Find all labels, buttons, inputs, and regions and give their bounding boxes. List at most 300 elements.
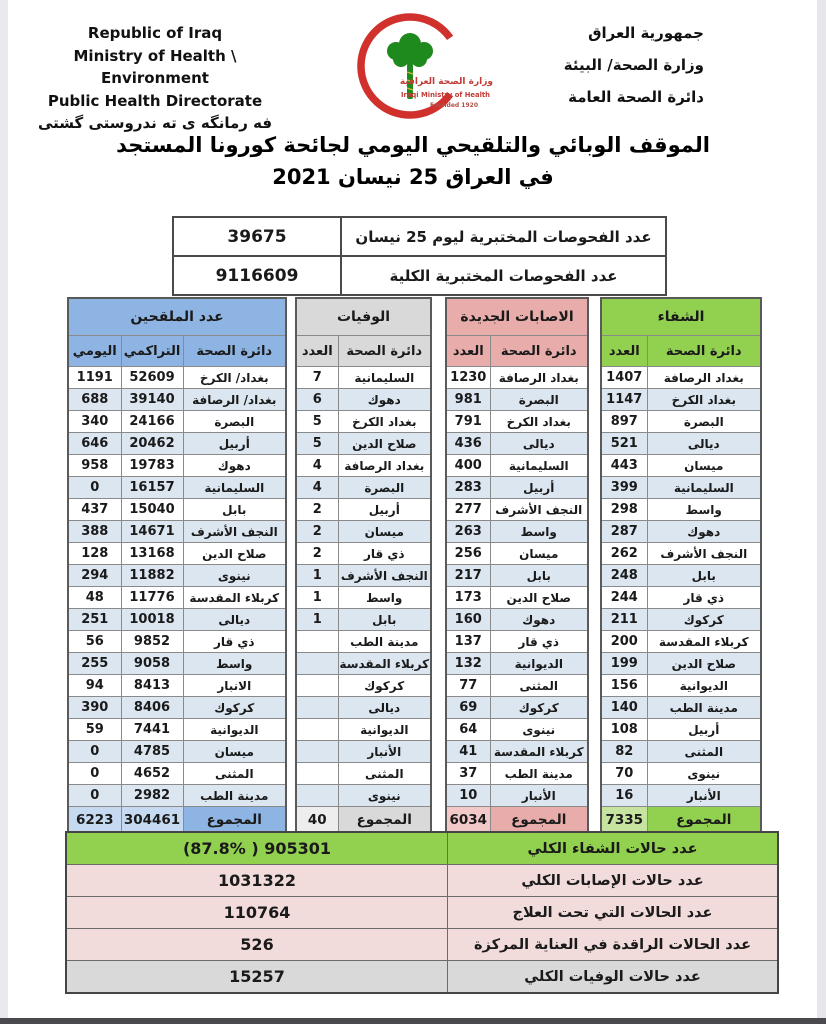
directorate-name-cell: بغداد/ الكرخ [183, 367, 286, 389]
directorate-name-cell: صلاح الدين [647, 653, 761, 675]
table-row [446, 587, 588, 609]
directorate-name-cell: الديوانية [183, 719, 286, 741]
value-cell [296, 763, 338, 785]
value-cell: 94 [68, 675, 121, 697]
directorate-name-cell: مدينة الطب [183, 785, 286, 807]
table-row [601, 719, 761, 741]
directorate-name-cell: أربيل [338, 499, 431, 521]
vaccinated-table-title: عدد الملقحين [68, 298, 286, 336]
table-row [296, 433, 431, 455]
total-value: 7335 [601, 807, 647, 835]
directorate-name-cell: ديالى [338, 697, 431, 719]
table-row [173, 217, 666, 256]
directorate-name-cell: بابل [183, 499, 286, 521]
table-row [601, 565, 761, 587]
table-row [296, 741, 431, 763]
table-row [601, 543, 761, 565]
table-row [296, 587, 431, 609]
table-row [68, 609, 286, 631]
page-title-line2: في العراق 25 نيسان 2021 [272, 164, 554, 189]
table-row [446, 521, 588, 543]
table-row [296, 653, 431, 675]
table-row [68, 565, 286, 587]
directorate-name-cell: بغداد الرصافة [647, 367, 761, 389]
directorate-name-cell: بغداد/ الرصافة [183, 389, 286, 411]
summary-value: 110764 [66, 897, 448, 929]
new-cases-table-title: الاصابات الجديدة [446, 298, 588, 336]
value-cell: 399 [601, 477, 647, 499]
directorate-name-cell: ديالى [183, 609, 286, 631]
directorate-name-cell: كربلاء المقدسة [647, 631, 761, 653]
table-row [601, 587, 761, 609]
total-label: المجموع [338, 807, 431, 835]
directorate-name-cell: دهوك [338, 389, 431, 411]
value-cell: 283 [446, 477, 490, 499]
vaccinated-table [67, 297, 287, 835]
value-cell: 1191 [68, 367, 121, 389]
directorate-name-cell: ديالى [490, 433, 588, 455]
directorate-name-cell: مدينة الطب [647, 697, 761, 719]
directorate-name-cell: نينوى [647, 763, 761, 785]
value-cell: 277 [446, 499, 490, 521]
value-cell: 6 [296, 389, 338, 411]
value-cell: 10 [446, 785, 490, 807]
table-total-row [446, 807, 588, 835]
tests-daily-label: عدد الفحوصات المختبرية ليوم 25 نيسان [341, 217, 666, 256]
value-cell: 11882 [121, 565, 183, 587]
value-cell: 255 [68, 653, 121, 675]
directorate-name-cell: بابل [338, 609, 431, 631]
directorate-name-cell: البصرة [490, 389, 588, 411]
recovery-table-title: الشفاء [601, 298, 761, 336]
directorate-name-cell: ميسان [490, 543, 588, 565]
directorate-name-cell: بغداد الكرخ [338, 411, 431, 433]
table-row [296, 675, 431, 697]
column-header: العدد [446, 336, 490, 367]
directorate-name-cell: البصرة [338, 477, 431, 499]
table-row [601, 477, 761, 499]
directorate-name-cell: الانبار [183, 675, 286, 697]
table-row [68, 763, 286, 785]
directorate-name-cell: مدينة الطب [490, 763, 588, 785]
value-cell: 160 [446, 609, 490, 631]
tests-daily-value: 39675 [173, 217, 341, 256]
directorate-name-cell: بغداد الرصافة [338, 455, 431, 477]
value-cell: 0 [68, 741, 121, 763]
value-cell: 8406 [121, 697, 183, 719]
value-cell: 263 [446, 521, 490, 543]
table-row [601, 675, 761, 697]
table-row [68, 455, 286, 477]
value-cell: 1 [296, 587, 338, 609]
table-row [446, 389, 588, 411]
directorate-name-cell: ذي قار [338, 543, 431, 565]
table-row [68, 587, 286, 609]
directorate-tables-area [0, 297, 826, 828]
table-row [296, 499, 431, 521]
table-row [601, 653, 761, 675]
lab-tests-table [172, 216, 667, 296]
directorate-name-cell: الديوانية [338, 719, 431, 741]
value-cell: 294 [68, 565, 121, 587]
table-row [68, 741, 286, 763]
value-cell: 400 [446, 455, 490, 477]
table-row [446, 433, 588, 455]
value-cell: 791 [446, 411, 490, 433]
directorate-name-cell: النجف الأشرف [490, 499, 588, 521]
value-cell: 4652 [121, 763, 183, 785]
table-row [601, 609, 761, 631]
summary-row-recovered [66, 832, 778, 865]
column-header: التراكمي [121, 336, 183, 367]
directorate-name-cell: ذي قار [647, 587, 761, 609]
table-row [601, 499, 761, 521]
directorate-name-cell: البصرة [647, 411, 761, 433]
table-header-row [446, 336, 588, 367]
table-title-row [68, 298, 286, 336]
value-cell: 137 [446, 631, 490, 653]
summary-value: (87.8% ) 905301 [66, 832, 448, 865]
column-header: دائرة الصحة [490, 336, 588, 367]
value-cell: 7 [296, 367, 338, 389]
value-cell: 298 [601, 499, 647, 521]
total-label: المجموع [183, 807, 286, 835]
directorate-name-cell: مدينة الطب [338, 631, 431, 653]
value-cell: 11776 [121, 587, 183, 609]
value-cell: 4785 [121, 741, 183, 763]
table-row [296, 367, 431, 389]
table-total-row [68, 807, 286, 835]
directorate-name-cell: ميسان [647, 455, 761, 477]
table-row [601, 367, 761, 389]
total-value: 40 [296, 807, 338, 835]
value-cell: 82 [601, 741, 647, 763]
table-row [446, 565, 588, 587]
table-row [446, 631, 588, 653]
value-cell: 200 [601, 631, 647, 653]
header-english-line2: Ministry of Health \ Environment [73, 46, 237, 87]
header-kurdish-line: فه رمانگه ى ته ندروستى گشتى [37, 114, 273, 132]
value-cell: 70 [601, 763, 647, 785]
directorate-name-cell: المثنى [183, 763, 286, 785]
value-cell: 59 [68, 719, 121, 741]
directorate-name-cell: المثنى [647, 741, 761, 763]
value-cell: 132 [446, 653, 490, 675]
value-cell: 688 [68, 389, 121, 411]
table-title-row [601, 298, 761, 336]
table-row [446, 499, 588, 521]
table-header-row [296, 336, 431, 367]
directorate-name-cell: صلاح الدين [338, 433, 431, 455]
directorate-name-cell: نينوى [490, 719, 588, 741]
directorate-name-cell: كركوك [183, 697, 286, 719]
deaths-table [295, 297, 432, 835]
table-row [296, 609, 431, 631]
value-cell: 5 [296, 433, 338, 455]
value-cell: 2982 [121, 785, 183, 807]
table-row [68, 411, 286, 433]
value-cell: 0 [68, 763, 121, 785]
value-cell: 211 [601, 609, 647, 631]
value-cell: 1230 [446, 367, 490, 389]
deaths-table-title: الوفيات [296, 298, 431, 336]
directorate-name-cell: ميسان [183, 741, 286, 763]
column-header: دائرة الصحة [338, 336, 431, 367]
table-row [68, 433, 286, 455]
value-cell [296, 697, 338, 719]
value-cell: 19783 [121, 455, 183, 477]
value-cell: 4 [296, 455, 338, 477]
directorate-name-cell: كربلاء المقدسة [183, 587, 286, 609]
table-row [446, 675, 588, 697]
summary-value: 15257 [66, 961, 448, 994]
value-cell: 897 [601, 411, 647, 433]
directorate-name-cell: واسط [490, 521, 588, 543]
table-row [173, 256, 666, 295]
table-row [296, 411, 431, 433]
table-row [446, 411, 588, 433]
summary-row-under-treatment [66, 897, 778, 929]
header-english-line3: Public Health Directorate [47, 91, 263, 110]
directorate-name-cell: الأنبار [490, 785, 588, 807]
directorate-name-cell: ذي قار [183, 631, 286, 653]
directorate-name-cell: السليمانية [338, 367, 431, 389]
value-cell: 251 [68, 609, 121, 631]
value-cell: 20462 [121, 433, 183, 455]
table-title-row [446, 298, 588, 336]
value-cell: 173 [446, 587, 490, 609]
directorate-name-cell: كركوك [490, 697, 588, 719]
summary-label: عدد حالات الوفيات الكلي [448, 961, 779, 994]
value-cell: 1 [296, 609, 338, 631]
value-cell: 217 [446, 565, 490, 587]
directorate-name-cell: واسط [183, 653, 286, 675]
directorate-name-cell: بابل [490, 565, 588, 587]
directorate-name-cell: واسط [647, 499, 761, 521]
tests-total-label: عدد الفحوصات المختبرية الكلية [341, 256, 666, 295]
table-row [446, 697, 588, 719]
value-cell: 16 [601, 785, 647, 807]
value-cell: 10018 [121, 609, 183, 631]
value-cell [296, 719, 338, 741]
table-row [68, 389, 286, 411]
value-cell: 199 [601, 653, 647, 675]
directorate-name-cell: البصرة [183, 411, 286, 433]
value-cell: 69 [446, 697, 490, 719]
table-row [68, 653, 286, 675]
directorate-name-cell: المثنى [338, 763, 431, 785]
value-cell: 244 [601, 587, 647, 609]
table-row [68, 521, 286, 543]
summary-label: عدد حالات الإصابات الكلي [448, 865, 779, 897]
value-cell: 287 [601, 521, 647, 543]
svg-text:وزارة الصحة العراقية: وزارة الصحة العراقية [399, 77, 493, 87]
value-cell [296, 631, 338, 653]
value-cell: 5 [296, 411, 338, 433]
directorate-name-cell: ميسان [338, 521, 431, 543]
value-cell: 128 [68, 543, 121, 565]
page-title-line1: الموقف الوبائي والتلقيحي اليومي لجائحة كورونا المستجد [116, 133, 710, 157]
value-cell: 0 [68, 477, 121, 499]
table-total-row [601, 807, 761, 835]
directorate-name-cell: بغداد الكرخ [490, 411, 588, 433]
value-cell: 2 [296, 521, 338, 543]
value-cell: 981 [446, 389, 490, 411]
header-arabic-block [484, 24, 704, 120]
table-row [296, 389, 431, 411]
value-cell: 15040 [121, 499, 183, 521]
header-arabic-line2: وزارة الصحة/ البيئة [563, 56, 704, 74]
table-row [68, 675, 286, 697]
value-cell: 48 [68, 587, 121, 609]
value-cell: 388 [68, 521, 121, 543]
value-cell: 1407 [601, 367, 647, 389]
directorate-name-cell: أربيل [647, 719, 761, 741]
table-row [296, 785, 431, 807]
value-cell [296, 785, 338, 807]
tests-total-value: 9116609 [173, 256, 341, 295]
column-header: اليومي [68, 336, 121, 367]
column-header: العدد [601, 336, 647, 367]
summary-row-icu [66, 929, 778, 961]
directorate-name-cell: الأنبار [338, 741, 431, 763]
directorate-name-cell: كربلاء المقدسة [490, 741, 588, 763]
table-row [446, 653, 588, 675]
value-cell: 39140 [121, 389, 183, 411]
value-cell: 56 [68, 631, 121, 653]
summary-table [65, 831, 779, 994]
directorate-name-cell: السليمانية [647, 477, 761, 499]
table-header-row [601, 336, 761, 367]
value-cell: 9058 [121, 653, 183, 675]
header-arabic-line3: دائرة الصحة العامة [568, 88, 704, 106]
directorate-name-cell: نينوى [183, 565, 286, 587]
table-row [296, 697, 431, 719]
summary-row-total-deaths [66, 961, 778, 994]
summary-value: 1031322 [66, 865, 448, 897]
table-row [68, 367, 286, 389]
value-cell: 256 [446, 543, 490, 565]
value-cell: 64 [446, 719, 490, 741]
value-cell: 1 [296, 565, 338, 587]
directorate-name-cell: السليمانية [183, 477, 286, 499]
table-total-row [296, 807, 431, 835]
table-row [446, 477, 588, 499]
table-row [446, 741, 588, 763]
value-cell: 16157 [121, 477, 183, 499]
table-row [446, 543, 588, 565]
table-row [446, 785, 588, 807]
directorate-name-cell: ذي قار [490, 631, 588, 653]
directorate-name-cell: النجف الأشرف [647, 543, 761, 565]
value-cell: 4 [296, 477, 338, 499]
table-row [601, 521, 761, 543]
header-english-line1: Republic of Iraq [87, 24, 223, 42]
directorate-name-cell: النجف الأشرف [338, 565, 431, 587]
value-cell: 77 [446, 675, 490, 697]
svg-text:Founded 1920: Founded 1920 [430, 102, 478, 109]
directorate-name-cell: الديوانية [647, 675, 761, 697]
table-row [446, 609, 588, 631]
summary-label: عدد حالات الشفاء الكلي [448, 832, 779, 865]
directorate-name-cell: كركوك [338, 675, 431, 697]
table-row [601, 763, 761, 785]
value-cell: 37 [446, 763, 490, 785]
table-row [601, 433, 761, 455]
total-cumulative-value: 304461 [121, 807, 183, 835]
value-cell: 156 [601, 675, 647, 697]
value-cell: 521 [601, 433, 647, 455]
directorate-name-cell: دهوك [183, 455, 286, 477]
value-cell: 52609 [121, 367, 183, 389]
directorate-name-cell: بابل [647, 565, 761, 587]
directorate-name-cell: أربيل [183, 433, 286, 455]
table-row [68, 697, 286, 719]
table-row [296, 631, 431, 653]
total-daily-value: 6223 [68, 807, 121, 835]
value-cell [296, 675, 338, 697]
table-row [446, 719, 588, 741]
table-row [296, 565, 431, 587]
header-english-block [22, 22, 288, 135]
value-cell: 9852 [121, 631, 183, 653]
directorate-name-cell: نينوى [338, 785, 431, 807]
table-row [601, 697, 761, 719]
directorate-name-cell: الأنبار [647, 785, 761, 807]
table-row [296, 719, 431, 741]
value-cell: 13168 [121, 543, 183, 565]
table-row [601, 631, 761, 653]
table-header-row [68, 336, 286, 367]
directorate-name-cell: دهوك [647, 521, 761, 543]
value-cell: 262 [601, 543, 647, 565]
value-cell: 436 [446, 433, 490, 455]
total-label: المجموع [647, 807, 761, 835]
total-label: المجموع [490, 807, 588, 835]
table-row [68, 631, 286, 653]
value-cell: 7441 [121, 719, 183, 741]
directorate-name-cell: كركوك [647, 609, 761, 631]
value-cell: 1147 [601, 389, 647, 411]
directorate-name-cell: بغداد الرصافة [490, 367, 588, 389]
column-header: دائرة الصحة [647, 336, 761, 367]
table-row [601, 389, 761, 411]
table-row [68, 719, 286, 741]
summary-row-total-cases [66, 865, 778, 897]
directorate-name-cell: الديوانية [490, 653, 588, 675]
table-title-row [296, 298, 431, 336]
directorate-name-cell: المثنى [490, 675, 588, 697]
table-row [296, 521, 431, 543]
value-cell: 24166 [121, 411, 183, 433]
column-header: العدد [296, 336, 338, 367]
table-row [296, 455, 431, 477]
table-row [446, 367, 588, 389]
total-value: 6034 [446, 807, 490, 835]
value-cell [296, 741, 338, 763]
table-row [601, 785, 761, 807]
svg-text:Iraqi Ministry of Health: Iraqi Ministry of Health [400, 91, 490, 99]
value-cell: 14671 [121, 521, 183, 543]
table-row [601, 455, 761, 477]
directorate-name-cell: واسط [338, 587, 431, 609]
value-cell: 2 [296, 543, 338, 565]
table-row [296, 543, 431, 565]
value-cell [296, 653, 338, 675]
directorate-name-cell: دهوك [490, 609, 588, 631]
table-row [68, 543, 286, 565]
recovery-table [600, 297, 762, 835]
